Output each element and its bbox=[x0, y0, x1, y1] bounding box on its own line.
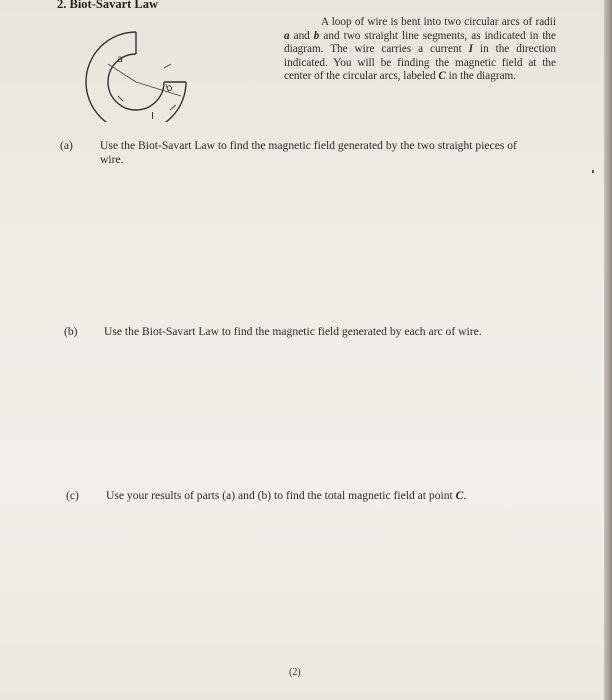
radius-b-line bbox=[136, 82, 181, 96]
question-text: Use the Biot-Savart Law to find the magnetic field generated by the two straight pieces of wire. bbox=[100, 139, 517, 166]
radius-a-line bbox=[108, 64, 136, 82]
question-text: Use the Biot-Savart Law to find the magnetic field generated by each arc of wire. bbox=[104, 325, 482, 338]
stray-mark bbox=[592, 170, 594, 173]
label-a: a bbox=[117, 54, 124, 65]
page-number: (2) bbox=[289, 667, 301, 678]
question-label: (a) bbox=[60, 139, 73, 152]
label-I: I bbox=[151, 111, 154, 122]
question-label: (b) bbox=[64, 325, 78, 338]
question-label: (c) bbox=[66, 489, 79, 502]
question-text: Use your results of parts (a) and (b) to find the total magnetic field at point C. bbox=[106, 489, 467, 502]
page-edge-shadow bbox=[604, 0, 612, 700]
problem-heading: 2. Biot-Savart Law bbox=[57, 0, 159, 11]
label-b: b bbox=[164, 82, 175, 95]
wire-loop-diagram bbox=[78, 22, 198, 122]
problem-description: A loop of wire is bent into two circular arcs of radii a and b and two straight line segments, as indicated in the diagram. The wire carries a current I in the direction indicated. You will be finding the magnetic field at the center of the circular arcs, labeled C in the diagram. bbox=[284, 16, 556, 83]
